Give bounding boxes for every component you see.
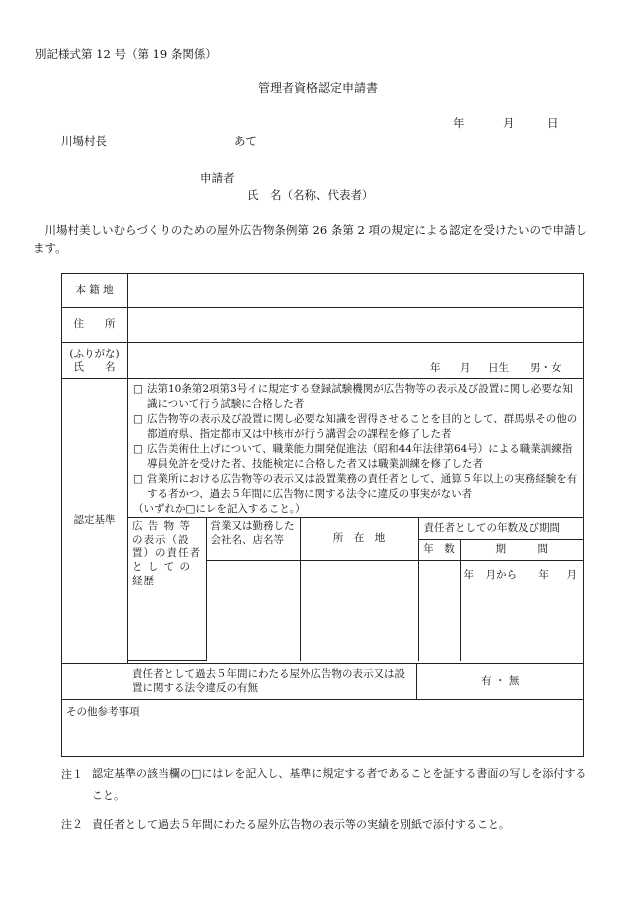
- criterion-4: [133, 472, 579, 502]
- criteria-hint: （いずれか□にレを記入すること。）: [133, 503, 306, 515]
- criterion-3-checkbox[interactable]: □: [133, 443, 143, 455]
- honseki-label: 本 籍 地: [62, 274, 128, 308]
- tenure-header: 責任者としての年数及び期間: [418, 518, 583, 540]
- addressee-suffix: あて: [234, 134, 257, 148]
- other-row: [62, 700, 584, 757]
- location-field[interactable]: [300, 561, 418, 661]
- period-from-label: 月から: [485, 569, 517, 581]
- criteria-label: 認定基準: [62, 379, 128, 664]
- address-label: 住 所: [62, 308, 128, 343]
- criteria-list: [128, 379, 583, 517]
- criterion-1-checkbox[interactable]: □: [133, 383, 143, 395]
- period-field[interactable]: [460, 561, 583, 661]
- period-to-month-label: 月: [566, 569, 577, 581]
- furigana-label: (ふりがな): [69, 347, 120, 360]
- criterion-2: [133, 412, 579, 442]
- date-day-label: 日: [547, 116, 559, 130]
- criteria-cell: [128, 379, 584, 664]
- violation-selector[interactable]: 有 ・ 無: [416, 664, 584, 699]
- note-2-text: 責任者として過去５年間にわたる屋外広告物の表示等の実績を別紙で添付すること。: [92, 818, 510, 831]
- applicant-name-label: 氏 名（名称、代表者）: [247, 188, 374, 202]
- name-label-cell: [62, 343, 128, 379]
- career-label: 広 告 物 等 の表示（設置）の責任者 と し て の経歴: [128, 518, 206, 661]
- applicant-label: 申請者: [200, 171, 235, 185]
- application-form-table: [61, 273, 584, 757]
- other-label: その他参考事項: [66, 706, 140, 718]
- body-text: 川場村美しいむらづくりのための屋外広告物条例第 26 条第 2 項の規定による認定を受けたいので申請します。: [33, 223, 587, 255]
- address-field[interactable]: [128, 308, 584, 343]
- career-subtable-wrap: [128, 517, 583, 661]
- criterion-1: [133, 382, 579, 412]
- date-year-label: 年: [453, 116, 465, 130]
- criterion-2-checkbox[interactable]: □: [133, 413, 143, 425]
- violation-cell: [62, 664, 584, 700]
- name-field[interactable]: [128, 343, 584, 379]
- period-from-year-label: 年: [463, 569, 474, 581]
- addressee: 川場村長: [61, 134, 107, 148]
- years-field[interactable]: [418, 561, 460, 661]
- years-header: 年 数: [418, 540, 460, 561]
- criterion-2-text: 広告物等の表示及び設置に関し必要な知識を習得させることを目的として、群馬県その他の都道府県、指定都市又は中核市が行う講習会の課程を修了した者: [147, 413, 578, 440]
- location-header: 所 在 地: [300, 518, 418, 561]
- period-to-year-label: 年: [538, 569, 549, 581]
- form-number: 別記様式第 12 号（第 19 条関係）: [35, 47, 217, 61]
- date-month-label: 月: [503, 116, 515, 130]
- criteria-row: [62, 379, 584, 664]
- honseki-row: [62, 274, 584, 308]
- birth-year-label: 年: [430, 362, 441, 374]
- note-2-label: 注２: [61, 818, 83, 831]
- criterion-3: [133, 442, 579, 472]
- note-1-text: 認定基準の該当欄の□にはレを記入し、基準に規定する者であることを証する書面の写しを添付すること。: [92, 767, 587, 802]
- company-header: 営業又は勤務した会社名、店名等: [206, 518, 300, 561]
- name-label: 氏 名: [73, 360, 116, 373]
- gender-selector[interactable]: 男・女: [530, 362, 562, 374]
- birth-day-label: 日生: [488, 362, 509, 374]
- name-row: [62, 343, 584, 379]
- document-title: 管理者資格認定申請書: [258, 81, 379, 95]
- other-field[interactable]: [62, 700, 584, 757]
- career-subtable: [128, 517, 583, 661]
- criterion-1-text: 法第10条第2項第3号イに規定する登録試験機関が広告物等の表示及び設置に関し必要な知識について行う試験に合格した者: [147, 383, 573, 410]
- violation-row: [62, 664, 584, 700]
- note-1-label: 注１: [61, 768, 83, 781]
- birth-month-label: 月: [460, 362, 471, 374]
- honseki-field[interactable]: [128, 274, 584, 308]
- address-row: [62, 308, 584, 343]
- criterion-4-text: 営業所における広告物等の表示又は設置業務の責任者として、通算５年以上の実務経験を有する者かつ、過去５年間に広告物に関する法令に違反の事実がない者: [147, 473, 578, 500]
- violation-label: 責任者として過去５年間にわたる屋外広告物の表示又は設置に関する法令違反の有無: [62, 664, 416, 699]
- criterion-3-text: 広告美術仕上げについて、職業能力開発促進法（昭和44年法律第64号）による職業訓練指導員免許を受けた者、技能検定に合格した者又は職業訓練を修了した者: [147, 443, 573, 470]
- company-field[interactable]: [206, 561, 300, 661]
- period-header: 期 間: [460, 540, 583, 561]
- criterion-4-checkbox[interactable]: □: [133, 473, 143, 485]
